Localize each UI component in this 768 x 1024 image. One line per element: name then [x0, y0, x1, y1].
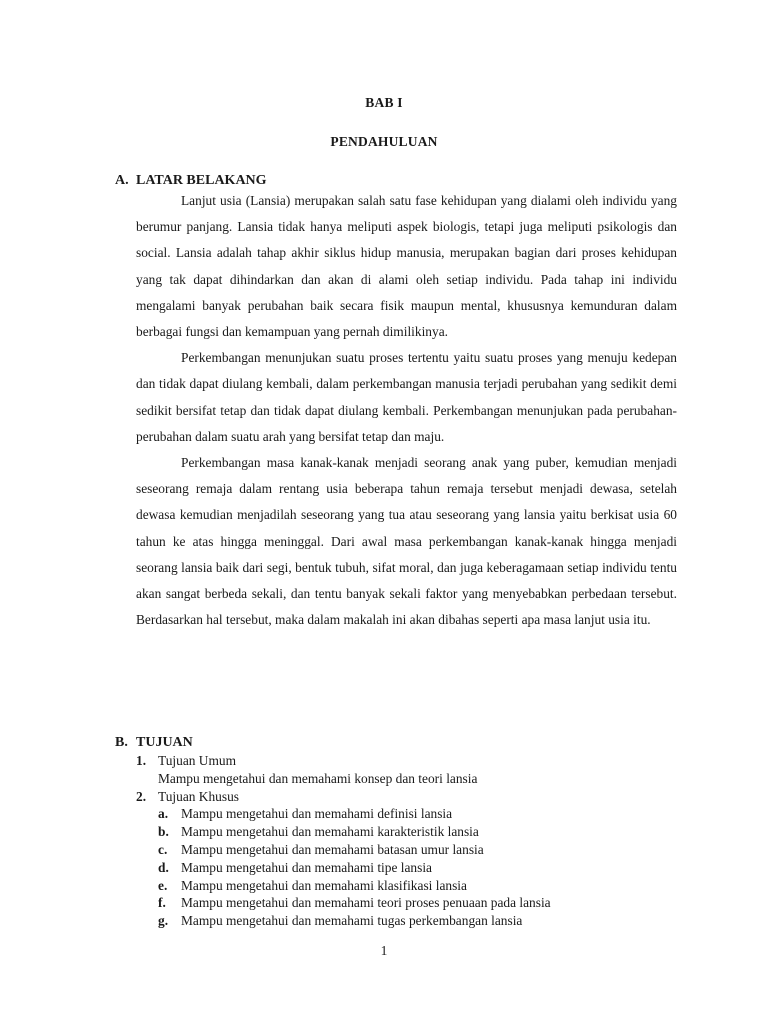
chapter-number: BAB I: [365, 95, 403, 110]
objective-title: Tujuan Khusus: [158, 788, 239, 804]
list-item: [158, 823, 696, 841]
page-number: 1: [380, 943, 388, 958]
section-a-body: [136, 188, 677, 633]
list-item: [158, 894, 696, 912]
list-marker: a.: [158, 806, 169, 822]
list-marker: b.: [158, 824, 169, 840]
list-item-text: Mampu mengetahui dan memahami klasifikasi lansia: [181, 877, 467, 893]
list-item-text: Mampu mengetahui dan memahami karakteristik lansia: [181, 824, 479, 840]
objectives-list: [136, 752, 696, 930]
list-item: [158, 841, 696, 859]
list-item: [158, 805, 696, 823]
list-marker: 2.: [136, 788, 147, 804]
list-item-text: Mampu mengetahui dan memahami batasan umur lansia: [181, 841, 484, 857]
objective-item: [136, 752, 696, 770]
section-a-heading: [115, 173, 267, 189]
list-marker: f.: [158, 895, 166, 911]
objective-description: Mampu mengetahui dan memahami konsep dan teori lansia: [158, 770, 478, 786]
objective-title: Tujuan Umum: [158, 753, 237, 768]
paragraph: Lanjut usia (Lansia) merupakan salah satu fase kehidupan yang dialami oleh individu yang berumur panjang. Lansia tidak hanya meliputi aspek biologis, tetapi juga meliputi psikologis dan social. Lansia adalah tahap akhir siklus hidup manusia, merupakan bagian dari proses kehidupan yang tak dapat dihindarkan dan akan di alami oleh setiap individu. Pada tahap ini individu mengalami banyak perubahan baik secara fisik maupun mental, khususnya kemunduran dalam berbagai fungsi dan kemampuan yang pernah dimilikinya.: [136, 193, 677, 340]
list-item-text: Mampu mengetahui dan memahami tipe lansia: [181, 859, 433, 875]
list-item: [158, 877, 696, 895]
list-item: [158, 859, 696, 877]
list-marker: 1.: [136, 753, 147, 768]
paragraph: Perkembangan masa kanak-kanak menjadi seorang anak yang puber, kemudian menjadi seseorang remaja dalam rentang usia beberapa tahun remaja tersebut menjadi dewasa, setelah dewasa kemudian menjadilah seseorang yang tua atau seseorang yang lansia yaitu berkisat usia 60 tahun ke atas hingga meninggal. Dari awal masa perkembangan kanak-kanak hingga menjadi seorang lansia baik dari segi, bentuk tubuh, sifat moral, dan juga keberagamaan setiap individu tentu akan sangat berbeda sekali, dan tentu banyak sekali faktor yang menyebabkan perbedaan tersebut. Berdasarkan hal tersebut, maka dalam makalah ini akan dibahas seperti apa masa lanjut usia itu.: [136, 455, 677, 628]
specific-objectives-list: [136, 805, 696, 930]
list-item-text: Mampu mengetahui dan memahami tugas perkembangan lansia: [181, 913, 523, 929]
chapter-title: PENDAHULUAN: [330, 134, 438, 149]
section-b-heading: [115, 735, 193, 751]
section-b-letter: B.: [115, 735, 128, 750]
section-b-title: TUJUAN: [136, 735, 193, 750]
list-marker: e.: [158, 877, 168, 893]
objective-item: [136, 788, 696, 806]
list-item-text: Mampu mengetahui dan memahami teori proses penuaan pada lansia: [181, 895, 551, 911]
paragraph: Perkembangan menunjukan suatu proses tertentu yaitu suatu proses yang menuju kedepan dan tidak dapat diulang kembali, dalam perkembangan manusia terjadi perubahan yang sedikit demi sedikit bersifat tetap dan tidak dapat diulang kembali. Perkembangan menunjukan pada perubahan-perubahan dalam suatu arah yang bersifat tetap dan maju.: [136, 350, 677, 444]
list-item-text: Mampu mengetahui dan memahami definisi lansia: [181, 806, 453, 822]
list-marker: g.: [158, 913, 169, 929]
section-a-letter: A.: [115, 173, 129, 188]
list-marker: c.: [158, 841, 168, 857]
section-a-title: LATAR BELAKANG: [136, 173, 267, 188]
list-marker: d.: [158, 859, 169, 875]
list-item: [158, 912, 696, 930]
